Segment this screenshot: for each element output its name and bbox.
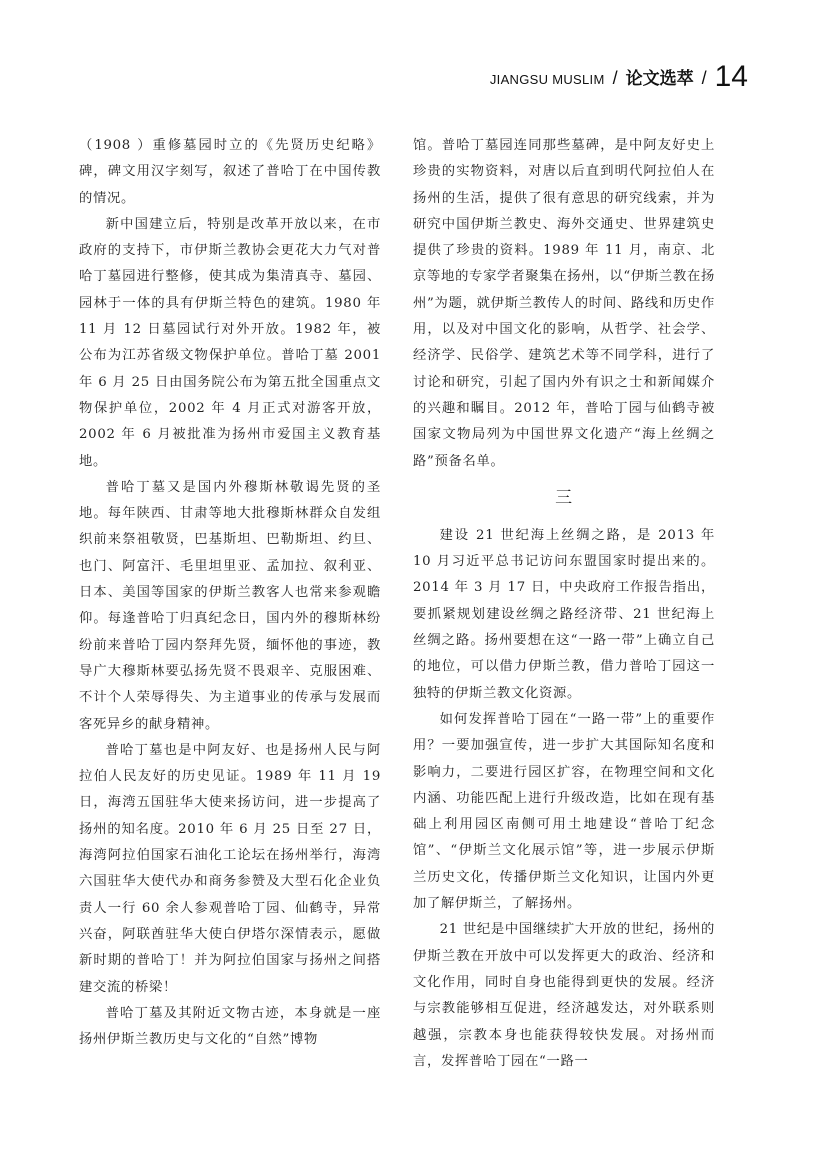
section-title: 论文选萃	[625, 69, 694, 89]
header-separator: /	[701, 68, 707, 88]
page-number: 14	[714, 60, 748, 93]
right-column	[413, 133, 715, 1075]
section-heading: 三	[555, 487, 573, 508]
paragraph: 21 世纪是中国继续扩大开放的世纪，扬州的伊斯兰教在开放中可以发挥更大的政治、经济和文化作用，同时自身也能得到更快的发展。经济与宗教能够相互促进，经济越发达，对外联系则越强，宗教本身也能获得较快发展。对扬州而言，发挥普哈丁园在“一路一	[413, 922, 715, 1069]
journal-name: JIANGSU MUSLIM	[489, 72, 605, 87]
paragraph: 馆。普哈丁墓园连同那些墓碑，是中阿友好史上珍贵的实物资料，对唐以后直到明代阿拉伯人在扬州的生活，提供了很有意思的研究线索，并为研究中国伊斯兰教史、海外交通史、世界建筑史提供了珍贵的资料。1989 年 11 月，南京、北京等地的专家学者聚集在扬州，以“伊斯兰教在扬州”为题，就伊斯兰教传人的时间、路线和历史作用，以及对中国文化的影响，从哲学、社会学、经济学、民俗学、建筑艺术等不同学科，进行了讨论和研究，引起了国内外有识之士和新闻媒介的兴趣和瞩目。2012 年，普哈丁园与仙鹤寺被国家文物局列为中国世界文化遗产“海上丝绸之路”预备名单。	[413, 138, 715, 469]
running-header	[490, 62, 748, 92]
header-separator: /	[612, 68, 618, 88]
paragraph: （1908 ）重修墓园时立的《先贤历史纪略》碑，碑文用汉字刻写，叙述了普哈丁在中国传教的情况。	[79, 138, 381, 206]
paragraph: 新中国建立后，特别是改革开放以来，在市政府的支持下，市伊斯兰教协会更花大力气对普哈丁墓园进行整修，使其成为集清真寺、墓园、园林于一体的具有伊斯兰特色的建筑。1980 年 11 月 12 日墓园试行对外开放。1982 年，被公布为江苏省级文物保护单位。普哈丁墓 2001 年 6 月 25 日由国务院公布为第五批全国重点文物保护单位，2002 年 4 月正式对游客开放，2002 年 6 月被批准为扬州市爱国主义教育基地。	[79, 216, 381, 469]
paragraph: 如何发挥普哈丁园在“一路一带”上的重要作用？一要加强宣传，进一步扩大其国际知名度和影响力，二要进行园区扩容，在物理空间和文化内涵、功能匹配上进行升级改造，比如在现有基础上利用园区南侧可用土地建设“普哈丁纪念馆”、“伊斯兰文化展示馆”等，进一步展示伊斯兰历史文化，传播伊斯兰文化知识，让国内外更加了解伊斯兰，了解扬州。	[413, 711, 715, 912]
paragraph: 建设 21 世纪海上丝绸之路，是 2013 年 10 月习近平总书记访问东盟国家时提出来的。2014 年 3 月 17 日，中央政府工作报告指出，要抓紧规划建设丝绸之路经济带、21 世纪海上丝绸之路。扬州要想在这“一路一带”上确立自己的地位，可以借力伊斯兰教，借力普哈丁园这一独特的伊斯兰教文化资源。	[413, 527, 715, 701]
left-column	[79, 133, 381, 1053]
paragraph: 普哈丁墓又是国内外穆斯林敬谒先贤的圣地。每年陕西、甘肃等地大批穆斯林群众自发组织前来祭祖敬贤，巴基斯坦、巴勒斯坦、约旦、也门、阿富汗、毛里坦里亚、孟加拉、叙利亚、日本、美国等国家的伊斯兰教客人也常来参观瞻仰。每逢普哈丁归真纪念日，国内外的穆斯林纷纷前来普哈丁园内祭拜先贤，缅怀他的事迹，教导广大穆斯林要弘扬先贤不畏艰辛、克服困难、不计个人荣辱得失、为主道事业的传承与发展而客死异乡的献身精神。	[79, 479, 381, 732]
paragraph: 普哈丁墓也是中阿友好、也是扬州人民与阿拉伯人民友好的历史见证。1989 年 11 月 19 日，海湾五国驻华大使来扬访问，进一步提高了扬州的知名度。2010 年 6 月 25 日至 27 日，海湾阿拉伯国家石油化工论坛在扬州举行，海湾六国驻华大使代办和商务参赞及大型石化企业负责人一行 60 余人参观普哈丁园、仙鹤寺，异常兴奋，阿联酋驻华大使白伊塔尔深情表示，愿做新时期的普哈丁！并为阿拉伯国家与扬州之间搭建交流的桥梁！	[79, 742, 381, 995]
paragraph: 普哈丁墓及其附近文物古迹，本身就是一座扬州伊斯兰教历史与文化的“自然”博物	[79, 1005, 381, 1048]
